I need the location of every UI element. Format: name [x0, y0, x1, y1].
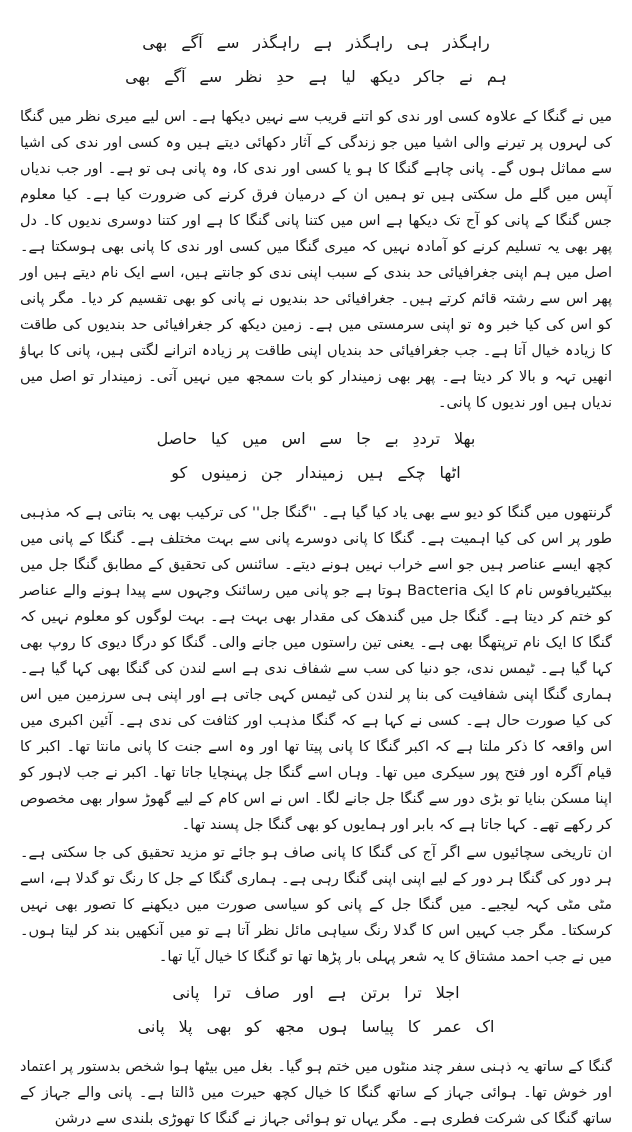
paragraph-mental-journey: گنگا کے ساتھ یہ ذہنی سفر چند منٹوں میں ختم ہو گیا۔ بغل میں بیٹھا ہوا شخص بدستور پر اعتماد اور خوش تھا۔ ہوائی جہاز کے ساتھ گنگا کا خیال کچھ حیرت میں ڈالتا ہے۔ پانی والے جہاز کے ساتھ گنگا کی شرکت فطری ہے۔ مگر یہاں تو ہوائی جہاز نے گنگا کا تھوڑی بلندی سے درشن	[20, 1059, 612, 1127]
verse-couplet-2	[20, 422, 612, 490]
paragraph-ganga-water: میں نے گنگا کے علاوہ کسی اور ندی کو اتنے قریب سے نہیں دیکھا ہے۔ اس لیے میری نظر میں گنگا کی لہروں پر تیرنے والی اشیا میں جو زندگی کے آثار دکھائی دیتے ہیں وہ کسی اور ندی کی اشیا سے مماثل ہوں گے۔ پانی چاہے گنگا کا ہو یا کسی اور ندی کا، وہ پانی ہی تو ہے۔ اور جب ندیاں آپس میں گلے مل سکتی ہیں تو ہمیں ان کے درمیان فرق کرنے کی ضرورت کیا ہے۔ کیا معلوم جس گنگا کے پانی کو آج تک دیکھا ہے اس میں کتنا پانی گنگا کا ہے اور کتنا دوسری ندیوں کا۔ دل پھر بھی یہ تسلیم کرنے کو آمادہ نہیں کہ میری گنگا میں کسی اور ندی کا پانی بھی ہوسکتا ہے۔ اصل میں ہم اپنی جغرافیائی حد بندی کے سبب اپنی ندی کو جانتے ہیں، اسے ایک نام دیتے ہیں اور پھر اس سے رشتہ قائم کرتے ہیں۔ جغرافیائی حد بندیوں نے پانی کو بھی تقسیم کر دیا۔ مگر پانی کو اس کی کیا خبر وہ تو اپنی سرمستی میں ہے۔ زمین دیکھ کر جغرافیائی حد بندیوں کی طاقت کا زیادہ خیال آتا ہے۔ جب جغرافیائی حد بندیاں اپنی طاقت پر زیادہ اترانے لگتی ہیں، پانی کا بہاؤ انھیں تہہ و بالا کر دیتا ہے۔ پھر بھی زمیندار کو بات سمجھ میں نہیں آتی۔ زمیندار تو اصل میں ندیاں ہیں اور ندیوں کا پانی۔	[20, 109, 612, 411]
verse-couplet-3	[20, 976, 612, 1044]
verse-line: اٹھا چکے ہیں زمیندار جن زمینوں کو	[171, 463, 461, 482]
verse-line: بھلا ترددِ بے جا سے اس میں کیا حاصل	[156, 429, 476, 448]
verse-line: راہگذر ہی راہگذر ہے راہگذر سے آگے بھی	[142, 33, 490, 52]
verse-line: اک عمر کا پیاسا ہوں مجھ کو بھی پلا پانی	[137, 1017, 495, 1036]
verse-line: اجلا ترا برتن ہے اور صاف ترا پانی	[172, 983, 460, 1002]
paragraph-ganga-jal: گرنتھوں میں گنگا کو دیو سے بھی یاد کیا گیا ہے۔ ''گنگا جل'' کی ترکیب بھی یہ بتاتی ہے کہ مذہبی طور پر اس کی کیا اہمیت ہے۔ گنگا کا پانی دوسرے پانی سے بہت مختلف ہے۔ گنگا کے پانی میں کچھ ایسے عناصر ہیں جو اسے خراب نہیں ہونے دیتے۔ سائنس کی تحقیق کے مطابق گنگا جل میں بیکٹیریافوس نام کا ایک Bacteria ہوتا ہے جو پانی میں رسائنک وجہوں سے پیدا ہونے والے عناصر کو ختم کر دیتا ہے۔ گنگا جل میں گندھک کی مقدار بھی بہت ہے۔ بہت لوگوں کو معلوم نہیں کہ گنگا کا ایک نام ترپتھگا بھی ہے۔ یعنی تین راستوں میں جانے والی۔ گنگا کو درگا دیوی کا روپ بھی کہا گیا ہے۔ ٹیمس ندی، جو دنیا کی سب سے شفاف ندی ہے اسے لندن کی گنگا بھی کہا گیا ہے۔ ہماری گنگا اپنی شفافیت کی بنا پر لندن کی ٹیمس کہی جاتی ہے اور اپنی ہی سرزمین میں اس کی کیا صورت حال ہے۔ کسی نے کہا ہے کہ گنگا مذہب اور کثافت کی ندی ہے۔ آئین اکبری میں اس واقعہ کا ذکر ملتا ہے کہ اکبر گنگا کا پانی پیتا تھا اور وہ اسے جنت کا پانی مانتا تھا۔ اکبر کا قیام آگرہ اور فتح پور سیکری میں تھا۔ وہاں اسے گنگا جل پہنچایا جاتا تھا۔ اکبر نے جب لاہور کو اپنا مسکن بنایا تو بڑی دور سے گنگا جل جانے لگا۔ اس نے اس کام کے لیے گھوڑ سوار بھی مخصوص کر رکھے تھے۔ کہا جاتا ہے کہ بابر اور ہمایوں کو بھی گنگا جل پسند تھا۔	[20, 505, 612, 833]
paragraph-historical-truths: ان تاریخی سچائیوں سے اگر آج کی گنگا کا پانی صاف ہو جائے تو مزید تحقیق کی جا سکتی ہے۔ ہر دور کی گنگا ہر دور کے لیے اپنی اپنی گنگا رہی ہے۔ ہماری گنگا کے جل کا رنگ تو گدلا ہے، اسے مٹی مٹی کہہ لیجیے۔ میں گنگا جل کے پانی کو سیاسی صورت میں دیکھنے کا تصور بھی نہیں کرسکتا۔ مگر جب کہیں اس کا گدلا رنگ سیاہی مائل نظر آتا ہے تو میں آنکھیں بند کر لیتا ہوں۔ میں نے جب احمد مشتاق کا یہ شعر پہلی بار پڑھا تھا تو گنگا کا خیال آیا تھا۔	[20, 845, 612, 965]
verse-couplet-1	[20, 26, 612, 94]
verse-line: ہم نے جاکر دیکھ لیا ہے حدِ نظر سے آگے بھی	[125, 67, 507, 86]
